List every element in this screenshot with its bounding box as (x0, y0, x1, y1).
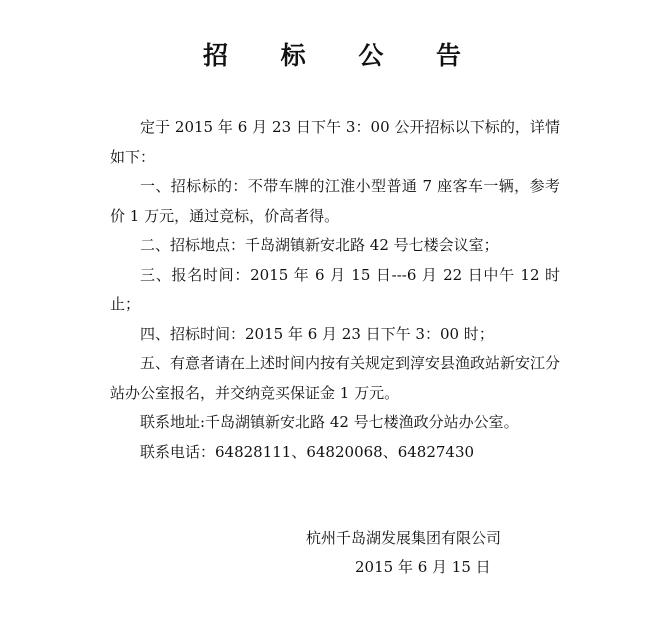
item-bid-time: 四、招标时间：2015 年 6 月 23 日下午 3：00 时； (140, 324, 494, 343)
intro-paragraph: 定于 2015 年 6 月 23 日下午 3：00 公开招标以下标的，详情如下： (110, 118, 560, 166)
notice-body (110, 113, 560, 467)
item-bid-location: 二、招标地点：千岛湖镇新安北路 42 号七楼会议室； (140, 236, 499, 254)
item-registration-instructions: 五、有意者请在上述时间内按有关规定到淳安县渔政站新安江分站办公室报名，并交纳竞买保证金 1 万元。 (110, 354, 561, 402)
contact-address: 联系地址:千岛湖镇新安北路 42 号七楼渔政分站办公室。 (140, 413, 519, 431)
item-registration-time: 三、报名时间：2015 年 6 月 15 日---6 月 22 日中午 12 时止； (110, 265, 560, 313)
notice-title: 招 标 公 告 (202, 41, 484, 70)
issue-date: 2015 年 6 月 15 日 (355, 558, 491, 576)
item-bid-object: 一、招标标的：不带车牌的江淮小型普通 7 座客车一辆，参考价 1 万元，通过竞标，价高者得。 (110, 177, 560, 225)
issuer-company: 杭州千岛湖发展集团有限公司 (306, 529, 502, 547)
contact-phone: 联系电话：64828111、64820068、64827430 (140, 442, 475, 461)
